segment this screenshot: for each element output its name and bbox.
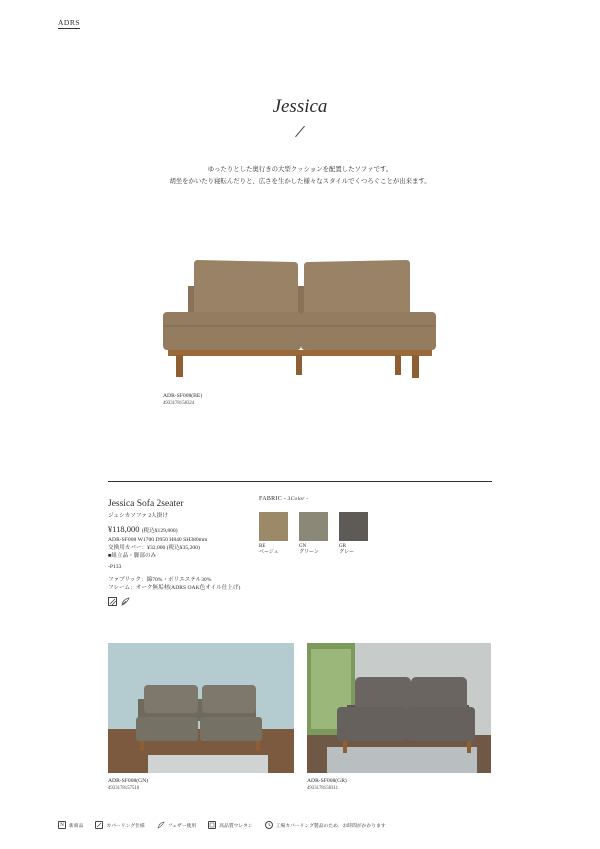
covering-icon	[108, 597, 117, 606]
legend-label: フェザー使用	[167, 823, 197, 829]
legend-urethane	[208, 821, 252, 829]
legend-covering	[95, 821, 144, 829]
gallery-sku-2: ADR-SF008(GR)	[307, 778, 347, 784]
legend-label: 新商品	[69, 823, 84, 829]
swatch-color	[259, 512, 288, 541]
gallery-caption-1	[108, 778, 148, 792]
main-image-caption	[163, 393, 202, 407]
main-image-sku: ADR-SF008(BE)	[163, 393, 203, 399]
product-name: Jessica Sofa 2seater	[108, 499, 184, 509]
intro-line-1: ゆったりとした奥行きの大型クッションを配置したソファです。	[207, 166, 393, 173]
gallery-jan-2: 4933178158311	[307, 786, 339, 791]
main-image-jan: 4933178158324	[163, 401, 195, 406]
new-icon: N	[58, 821, 66, 829]
page-reference: -P133	[108, 564, 122, 570]
price-tax: (税込¥129,800)	[141, 528, 178, 534]
intro-text	[0, 164, 600, 188]
legend-new	[58, 821, 83, 829]
covering-icon	[95, 821, 103, 829]
title-divider	[295, 126, 305, 137]
legend-factory	[265, 821, 386, 829]
legend-label: カバーリング仕様	[106, 823, 145, 829]
swatch-name: ベージュ	[259, 550, 279, 555]
swatch-name: グレー	[339, 550, 355, 555]
spec-cover-price: 交換用カバー：¥32,000 (税込¥35,200)	[108, 545, 200, 552]
fabric-swatches	[259, 512, 368, 556]
intro-line-2: 胡坐をかいたり寝転んだりと、広さを生かした様々なスタイルでくつろぐことが出来ます。	[169, 178, 431, 185]
material-frame: フレーム：オーク無垢材(ADRS OAK色オイル仕上げ)	[108, 585, 241, 592]
swatch-code: BE	[259, 544, 266, 549]
clock-icon	[265, 821, 273, 829]
gallery-photo-gray	[307, 643, 491, 773]
fabric-label: FABRIC	[259, 496, 283, 502]
product-spec	[108, 536, 207, 561]
page-title: Jessica	[272, 96, 328, 117]
swatch-code: GN	[299, 544, 307, 549]
fabric-count: - 3Color -	[283, 496, 309, 502]
gallery-sku-1: ADR-SF008(GN)	[108, 778, 149, 784]
product-materials	[108, 576, 240, 592]
legend-label: 高品質ウレタン	[219, 823, 253, 829]
swatch-name: グリーン	[299, 550, 319, 555]
swatch-code: GR	[339, 544, 346, 549]
urethane-icon	[208, 821, 216, 829]
gallery-jan-1: 4933178157510	[108, 786, 140, 791]
gallery-photo-green	[108, 643, 294, 773]
feature-icons	[108, 597, 130, 606]
fabric-swatch[interactable]	[259, 512, 288, 556]
spec-assembly: ■組立品・脚部のみ	[108, 553, 157, 560]
section-divider	[108, 481, 492, 482]
product-price	[108, 524, 178, 534]
main-sofa-image	[150, 250, 450, 385]
footer-legend	[58, 821, 386, 829]
gallery-caption-2	[307, 778, 347, 792]
fabric-swatch[interactable]	[299, 512, 328, 556]
feather-icon	[121, 597, 130, 606]
brand-logo: ADRS	[58, 18, 81, 27]
product-name-jp: ジェシカソファ 2人掛け	[108, 513, 168, 519]
feather-icon	[157, 821, 165, 829]
swatch-color	[339, 512, 368, 541]
material-fabric: ファブリック：綿70%・ポリエステル30%	[108, 577, 212, 583]
legend-feather	[157, 821, 197, 829]
price-value: ¥118,000	[108, 524, 140, 534]
swatch-color	[299, 512, 328, 541]
spec-dimensions: ADR-SF008 W1700 D950 H840 SH380mm	[108, 537, 208, 543]
legend-label: 工場カバーリング製品のため、お時間がかかります	[275, 823, 386, 829]
fabric-swatch[interactable]	[339, 512, 368, 556]
fabric-heading	[259, 496, 308, 502]
